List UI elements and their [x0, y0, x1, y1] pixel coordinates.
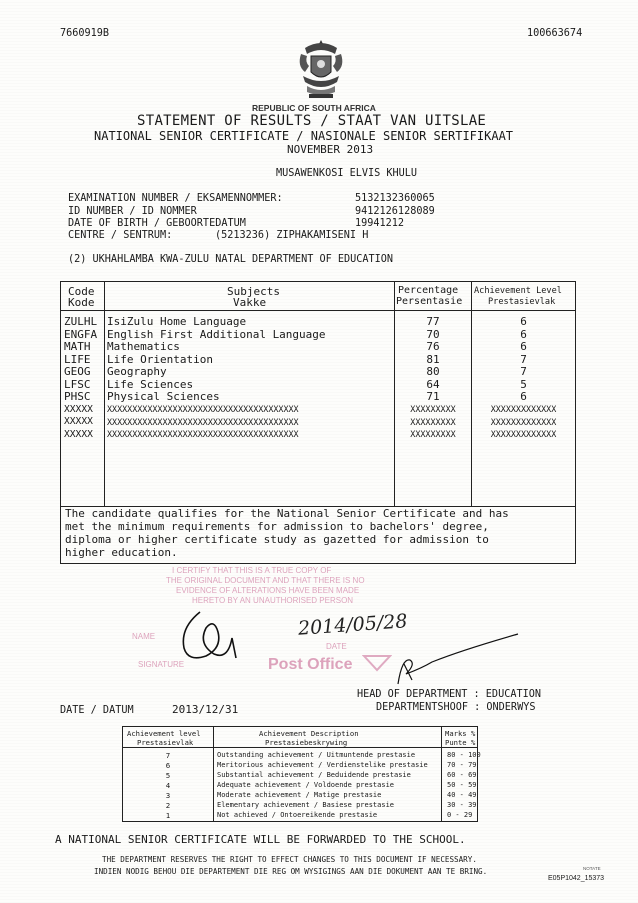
date-label: DATE / DATUM: [60, 705, 134, 716]
qualification-line: met the minimum requirements for admission to bachelors' degree,: [65, 520, 489, 533]
achievement-marks-range: 80 - 100: [447, 751, 481, 759]
subject-achievement-level: 6: [520, 327, 527, 341]
subject-percentage: 81: [426, 352, 440, 366]
post-office-stamp: Post Office: [268, 656, 353, 673]
subject-code: MATH: [64, 340, 91, 353]
subject-percentage: XXXXXXXXX: [410, 416, 456, 427]
subject-code: PHSC: [64, 390, 91, 403]
department-name: (2) UKHAHLAMBA KWA-ZULU NATAL DEPARTMENT OF EDUCATION: [68, 254, 394, 265]
header-code-af: Kode: [68, 296, 95, 309]
exam-number-value: 5132132360065: [355, 193, 435, 204]
header-percentage-af: Persentasie: [396, 296, 463, 307]
id-number-label: ID NUMBER / ID NOMMER: [68, 206, 197, 217]
achievement-description: Adequate achievement / Voldoende prestasie: [217, 781, 395, 789]
dob-value: 19941212: [355, 218, 405, 229]
subject-percentage: XXXXXXXXX: [410, 404, 456, 414]
achievement-description: Substantial achievement / Beduidende prestasie: [217, 771, 411, 779]
subject-achievement-level: 7: [520, 352, 527, 366]
subject-code: GEOG: [64, 365, 91, 378]
subject-achievement-level: 6: [520, 315, 527, 328]
handwritten-date: 2014/05/28: [297, 610, 409, 640]
achievement-marks-range: 50 - 59: [447, 781, 477, 789]
exam-session: NOVEMBER 2013: [287, 143, 374, 156]
document-number-left: 7660919B: [60, 28, 110, 39]
achievement-marks-range: 40 - 49: [447, 791, 477, 799]
stamp-signature-label: SIGNATURE: [138, 660, 185, 669]
subject-percentage: 76: [426, 340, 440, 353]
subject-code: LFSC: [64, 377, 91, 391]
subject-name: Geography: [107, 365, 167, 378]
subject-achievement-level: 5: [520, 377, 527, 391]
subject-achievement-level: 7: [520, 365, 527, 378]
achievement-description: Moderate achievement / Matige prestasie: [217, 791, 382, 799]
achievement-description: Meritorious achievement / Verdienstelike prestasie: [217, 761, 428, 769]
centre-value: (5213236) ZIPHAKAMISENI H: [215, 230, 369, 241]
subject-achievement-level: 6: [520, 390, 527, 403]
achievement-level: 4: [165, 781, 171, 790]
subject-name: XXXXXXXXXXXXXXXXXXXXXXXXXXXXXXXXXXXXXX: [107, 404, 299, 414]
subject-percentage: 80: [426, 365, 440, 378]
stamp-text: EVIDENCE OF ALTERATIONS HAVE BEEN MADE: [176, 586, 360, 595]
stamp-text: HERETO BY AN UNAUTHORISED PERSON: [192, 596, 354, 605]
document-title: STATEMENT OF RESULTS / STAAT VAN UITSLAE: [137, 113, 487, 129]
achievement-level: 7: [165, 751, 171, 760]
achievement-description: Outstanding achievement / Uitmuntende prestasie: [217, 751, 416, 759]
head-of-department-signature: [392, 628, 522, 690]
ach-header-marks-af: Punte %: [445, 738, 476, 747]
subject-code: ZULHL: [64, 315, 98, 328]
ach-header-level: Achievement level: [127, 729, 201, 738]
header-achievement-af: Prestasievlak: [488, 297, 556, 307]
stamp-text: I CERTIFY THAT THIS IS A TRUE COPY OF: [172, 566, 332, 575]
qualification-line: The candidate qualifies for the National Senior Certificate and has: [65, 507, 509, 520]
footer-small-label: NOTATE: [583, 866, 601, 871]
republic-label: REPUBLIC OF SOUTH AFRICA: [252, 103, 376, 113]
achievement-levels-table: [122, 726, 481, 822]
header-percentage: Percentage: [398, 285, 459, 296]
subject-name: Life Orientation: [107, 352, 213, 366]
header-achievement: Achievement Level: [474, 286, 562, 296]
subject-percentage: XXXXXXXXX: [410, 429, 456, 439]
subject-name: Mathematics: [107, 340, 180, 353]
centre-label: CENTRE / SENTRUM:: [68, 230, 173, 241]
post-office-logo-icon: [362, 652, 392, 672]
header-code: Code: [68, 285, 95, 298]
subject-name: Life Sciences: [107, 377, 194, 391]
subject-name: IsiZulu Home Language: [107, 315, 247, 328]
document-subtitle: NATIONAL SENIOR CERTIFICATE / NASIONALE SENIOR SERTIFIKAAT: [94, 129, 514, 143]
subject-percentage: 71: [426, 390, 440, 403]
subjects-table: [60, 281, 576, 507]
subject-name: English First Additional Language: [107, 327, 326, 341]
ach-header-description-af: Prestasiebeskrywing: [265, 738, 348, 747]
stamp-name-label: NAME: [132, 632, 156, 641]
achievement-marks-range: 70 - 79: [447, 761, 477, 769]
achievement-level: 5: [165, 771, 171, 780]
achievement-level: 2: [165, 801, 171, 810]
header-subjects-af: Vakke: [233, 296, 267, 309]
achievement-marks-range: 60 - 69: [447, 771, 477, 779]
achievement-description: Not achieved / Ontoereikende prestasie: [217, 811, 378, 819]
header-subjects: Subjects: [227, 285, 280, 298]
dob-label: DATE OF BIRTH / GEBOORTEDATUM: [68, 218, 246, 229]
signature-mark: [170, 608, 250, 664]
exam-number-label: EXAMINATION NUMBER / EKSAMENNOMMER:: [68, 193, 283, 204]
subject-name: XXXXXXXXXXXXXXXXXXXXXXXXXXXXXXXXXXXXXX: [107, 429, 299, 439]
candidate-name: MUSAWENKOSI ELVIS KHULU: [276, 168, 418, 179]
ach-header-level-af: Prestasievlak: [137, 738, 194, 747]
qualification-box: [60, 505, 576, 564]
reserve-notice-en: THE DEPARTMENT RESERVES THE RIGHT TO EFFECT CHANGES TO THIS DOCUMENT IF NECESSARY.: [102, 855, 477, 864]
coat-of-arms-icon: [295, 36, 347, 102]
document-number-right: 100663674: [527, 28, 583, 39]
subject-code: ENGFA: [64, 327, 98, 341]
subject-achievement-level: XXXXXXXXXXXXX: [490, 416, 557, 427]
subject-percentage: 77: [426, 315, 440, 328]
stamp-text: THE ORIGINAL DOCUMENT AND THAT THERE IS NO: [166, 576, 365, 585]
qualification-line: higher education.: [65, 546, 178, 559]
date-value: 2013/12/31: [172, 703, 239, 716]
head-of-department: HEAD OF DEPARTMENT : EDUCATION: [357, 689, 542, 700]
achievement-level: 1: [165, 811, 171, 820]
head-of-department-af: DEPARTMENTSHOOF : ONDERWYS: [376, 702, 536, 713]
subject-code: LIFE: [64, 352, 91, 366]
reserve-notice-af: INDIEN NODIG BEHOU DIE DEPARTEMENT DIE REG OM WYSIGINGS AAN DIE DOKUMENT AAN TE BRING.: [94, 867, 488, 876]
subject-name: XXXXXXXXXXXXXXXXXXXXXXXXXXXXXXXXXXXXXX: [107, 416, 299, 427]
form-code: E05P1042_15373: [548, 875, 605, 882]
ach-header-description: Achievement Description: [259, 729, 359, 738]
stamp-date-label: DATE: [326, 642, 347, 651]
subject-achievement-level: XXXXXXXXXXXXX: [490, 429, 557, 439]
achievement-level: 6: [165, 761, 171, 770]
subject-code: XXXXX: [64, 416, 93, 427]
subject-name: Physical Sciences: [107, 390, 220, 403]
id-number-value: 9412126128089: [355, 206, 435, 217]
achievement-marks-range: 0 - 29: [447, 811, 473, 819]
subject-achievement-level: XXXXXXXXXXXXX: [490, 404, 557, 414]
subject-achievement-level: 6: [520, 340, 527, 353]
subject-percentage: 70: [426, 327, 440, 341]
ach-header-marks: Marks %: [445, 729, 476, 738]
qualification-line: diploma or higher certificate study as gazetted for admission to: [65, 533, 489, 546]
achievement-marks-range: 30 - 39: [447, 801, 477, 809]
achievement-description: Elementary achievement / Basiese prestasie: [217, 801, 395, 809]
subject-percentage: 64: [426, 377, 440, 391]
certificate-forward-notice: A NATIONAL SENIOR CERTIFICATE WILL BE FORWARDED TO THE SCHOOL.: [55, 833, 466, 846]
achievement-level: 3: [165, 791, 171, 800]
subject-code: XXXXX: [64, 403, 93, 415]
subject-code: XXXXX: [64, 428, 93, 440]
